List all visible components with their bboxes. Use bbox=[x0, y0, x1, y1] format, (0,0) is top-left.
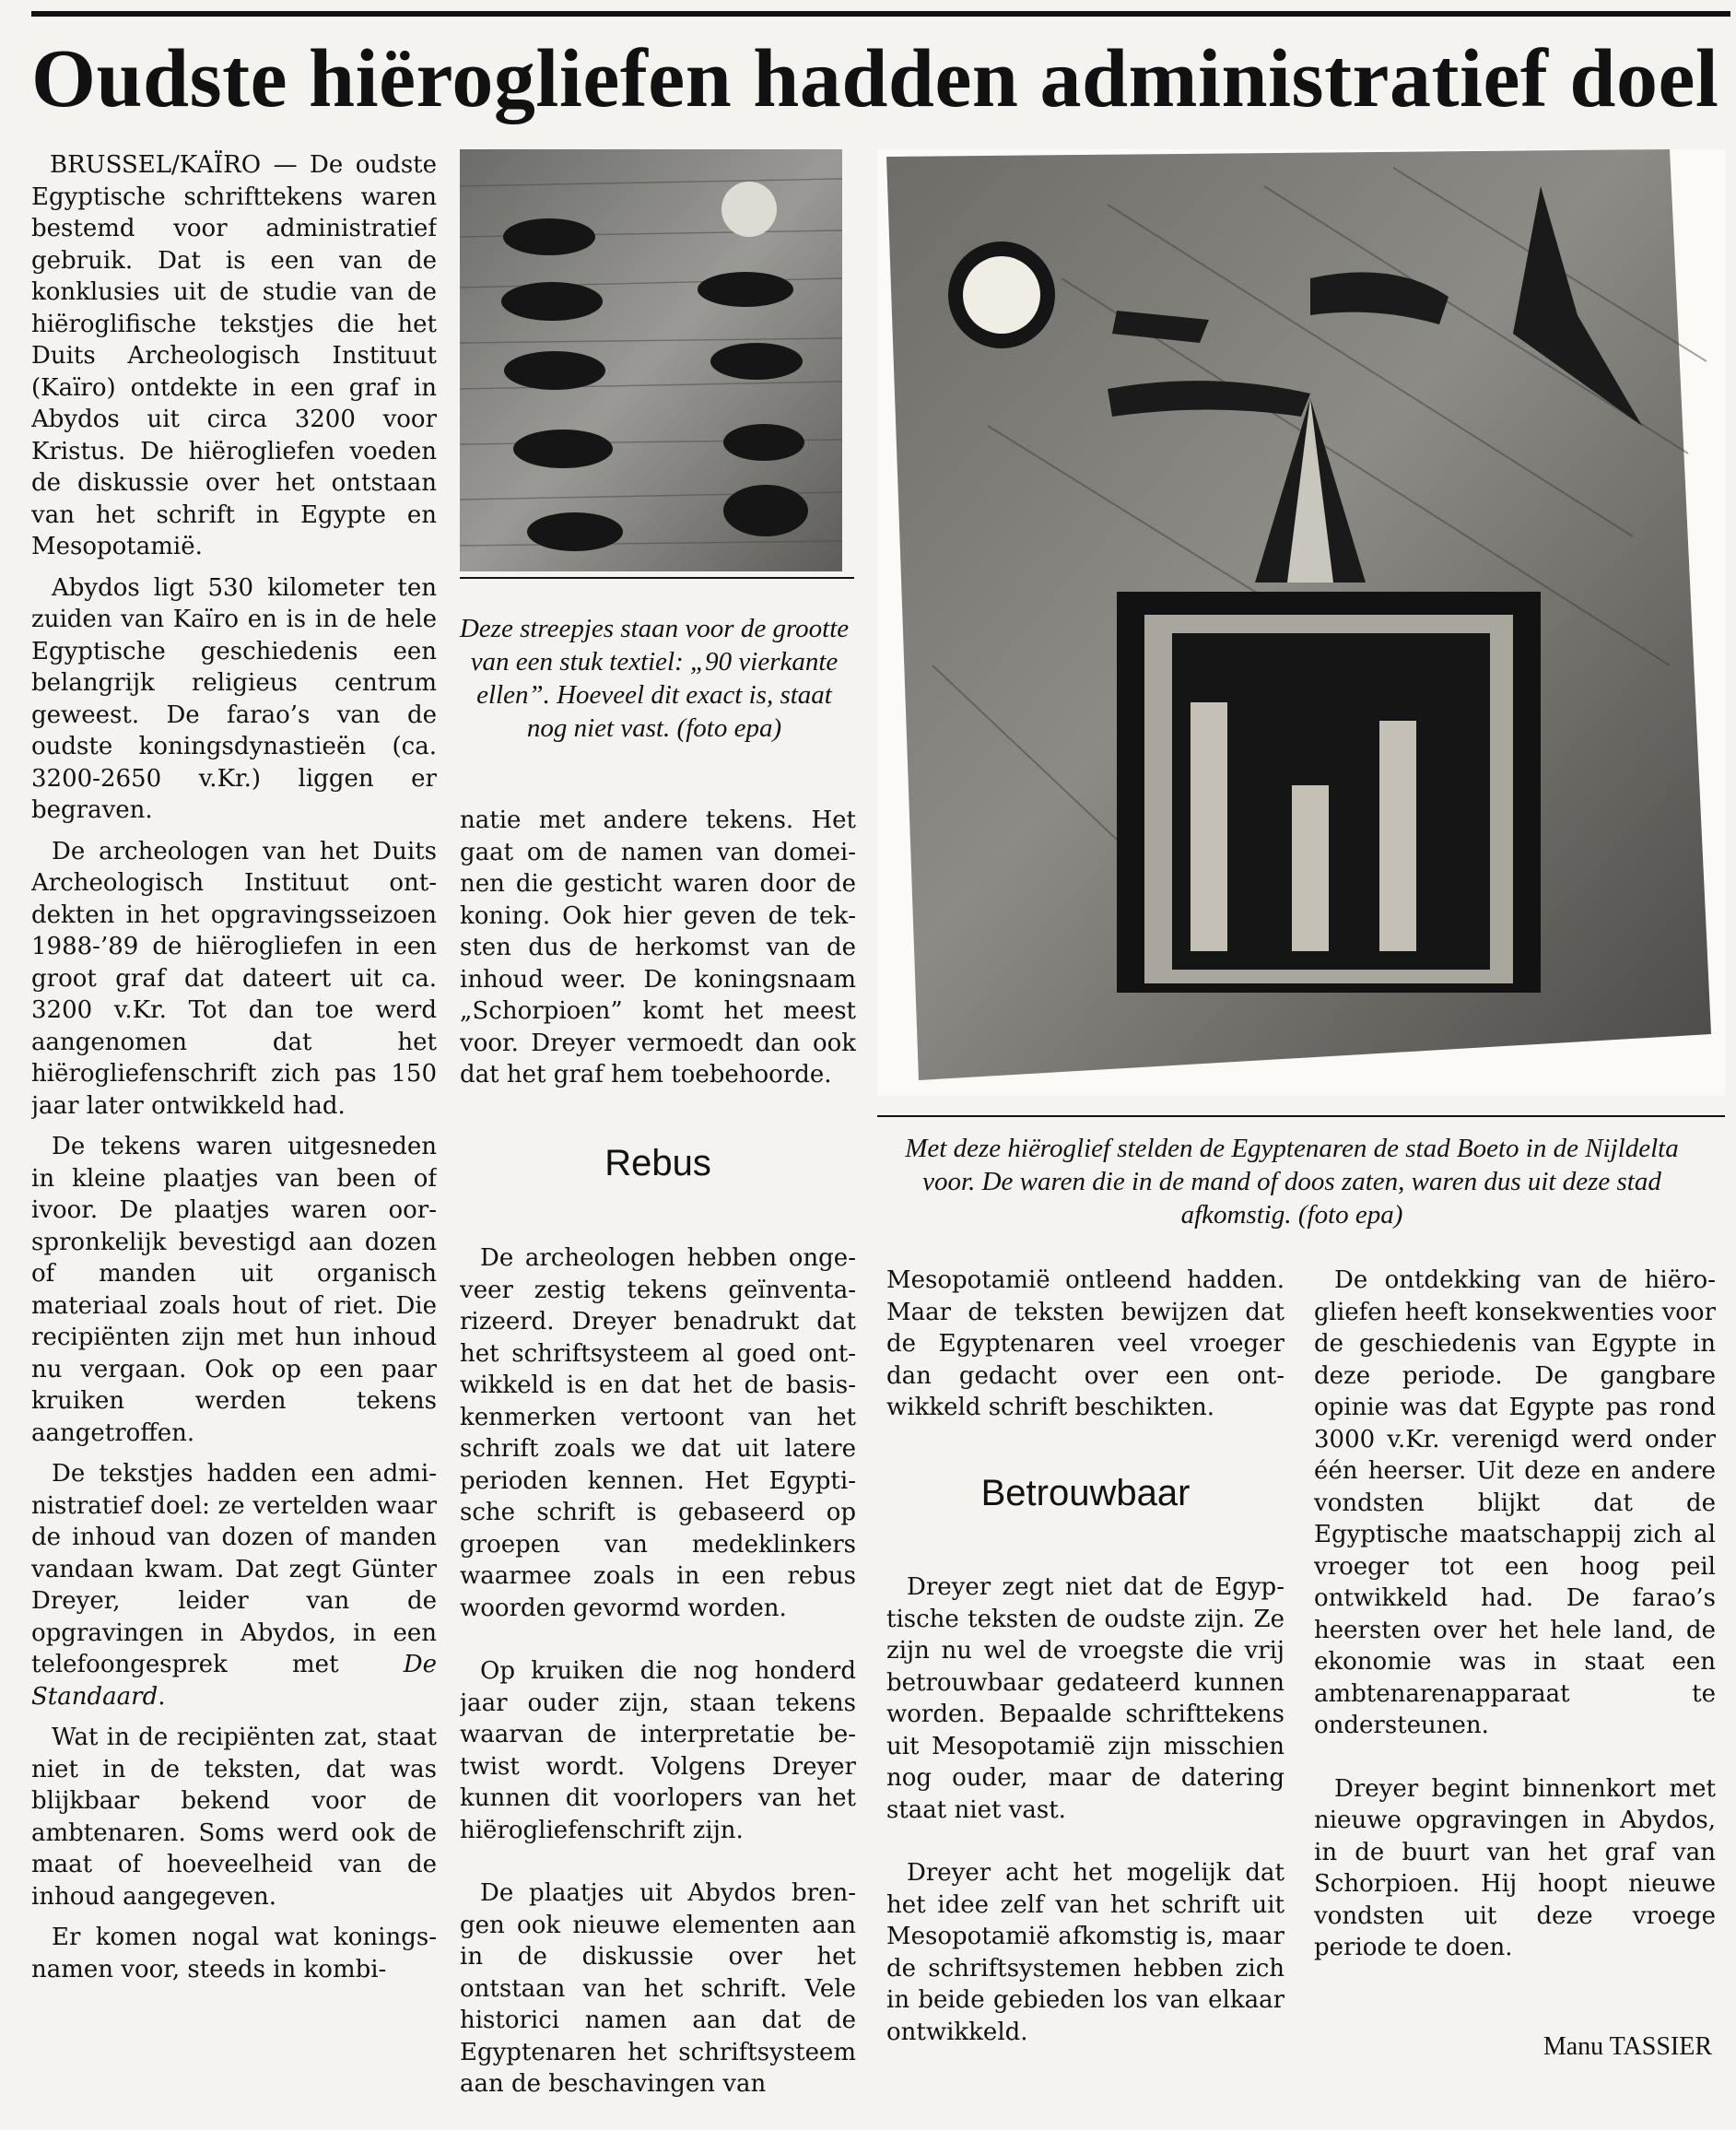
article-column-4 bbox=[1314, 1265, 1716, 2020]
article-column-3-bottom bbox=[886, 1571, 1284, 2124]
photo-small-caption: Deze streepjes staan voor de grootte van een stuk textiel: „90 vierkante ellen”. Hoeveel dit exact is, staat nog niet vast. (foto epa) bbox=[459, 614, 850, 743]
subhead-betrouwbaar: Betrouwbaar bbox=[980, 1473, 1191, 1513]
boeto-hieroglyph-image bbox=[877, 149, 1725, 1096]
text: De tekstjes hadden een administratief doel: ze vertelden waar de inhoud van dozen of manden vandaan kwam. Dat zegt Günter Dreyer, leider van de opgravingen in Abydos, in een telefoongesprek met bbox=[31, 1460, 437, 1678]
paragraph: De ontdekking van de hiërogliefen heeft konsekwenties voor de geschiedenis van Egypte in deze periode. De gangbare opinie was dat Egypte pas rond 3000 v.Kr. verenigd werd onder één heerser. Uit deze en andere vondsten blijkt dat de Egyptische maatschappij zich al vroeger tot een hoog peil ontwikkeld had. De farao’s heersten over het hele land, de ekonomie was in staat een ambtenarenapparaat te ondersteunen. bbox=[1314, 1266, 1716, 1739]
article-column-3-top bbox=[886, 1265, 1284, 1430]
photo-boeto-hieroglyph bbox=[877, 149, 1725, 1096]
photo-large-caption: Met deze hiëroglief stelden de Egyptenaren de stad Boeto in de Nijldelta voor. De waren die in de mand of doos zaten, waren dus uit deze stad afkomstig. (foto epa) bbox=[905, 1134, 1679, 1230]
article-column-2-bottom bbox=[460, 1242, 856, 2127]
subhead-rebus: Rebus bbox=[604, 1143, 711, 1183]
paragraph: Abydos ligt 530 kilometer ten zuiden van Kaïro en is in de hele Egyptische geschiedenis een belangrijk religieus centrum geweest. De farao’s van de oudste koningsdynastieën (ca. 3200-2650 v.Kr.) liggen er begraven. bbox=[31, 573, 437, 824]
paragraph: De plaatjes uit Abydos brengen ook nieuwe elementen aan in de diskussie over het ontstaan van het schrift. Vele historici namen aan dat de Egyptenaren het schriftsysteem aan de beschavingen van bbox=[460, 1879, 856, 2098]
article-column-1 bbox=[31, 149, 437, 2122]
paragraph bbox=[31, 1458, 437, 1712]
byline: Manu TASSIER bbox=[1542, 2032, 1712, 2061]
paragraph: Dreyer zegt niet dat de Egyptische teksten de oudste zijn. Ze zijn nu wel de vroegste die vrij betrouwbaar gedateerd kunnen worden. Bepaalde schrifttekens uit Mesopotamië zijn misschien nog ouder, maar de datering staat niet vast. bbox=[886, 1573, 1284, 1824]
paragraph: Op kruiken die nog honderd jaar ouder zijn, staan tekens waarvan de interpretatie betwist wordt. Volgens Dreyer kunnen dit voorlopers van het hiërogliefenschrift zijn. bbox=[460, 1657, 856, 1844]
paragraph: Wat in de recipiënten zat, staat niet in de teksten, dat was blijkbaar bekend voor de ambtenaren. Soms werd ook de maat of hoeveelheid van de inhoud aangegeven. bbox=[31, 1724, 437, 1911]
paragraph: De archeologen van het Duits Archeologisch Instituut ontdekten in het opgravingsseizoen 1988-’89 de hiërogliefen in een groot graf dat dateert uit ca. 3200 v.Kr. Tot dan toe werd aangenomen dat het hiërogliefenschrift zich pas 150 jaar later ontwikkeld had. bbox=[31, 837, 437, 1120]
paragraph: Er komen nogal wat koningsnamen voor, steeds in kombi- bbox=[31, 1924, 437, 1983]
paragraph-dateline: BRUSSEL/KAÏRO — De oudste Egyptische schrifttekens waren bestemd voor administratief gebruik. Dat is een van de konklusies uit de studie van de hiëroglifische tekstjes die het Duits Archeologisch Instituut (Kaïro) ontdekte in een graf in Abydos uit circa 3200 voor Kristus. De hiërogliefen voeden de diskussie over het ontstaan van het schrift in Egypte en Mesopotamië. bbox=[31, 151, 437, 560]
paragraph: De tekens waren uitgesneden in kleine plaatjes van been of ivoor. De plaatjes waren oorspronkelijk bevestigd aan dozen of manden uit organisch materiaal zoals hout of riet. Die recipiënten zijn met hun inhoud nu vergaan. Ook op een paar kruiken werden tekens aangetroffen. bbox=[31, 1133, 437, 1447]
text: . bbox=[158, 1682, 166, 1711]
paragraph: Mesopotamië ontleend hadden. Maar de teksten bewijzen dat de Egyptenaren veel vroeger dan gedacht over een ontwikkeld schrift beschikten. bbox=[886, 1266, 1284, 1421]
headline: Oudste hiërogliefen hadden administratief doel bbox=[31, 33, 1719, 124]
top-rule bbox=[31, 11, 1730, 17]
caption-rule bbox=[460, 577, 854, 579]
paragraph: De archeologen hebben ongeveer zestig tekens geïnventarizeerd. Dreyer benadrukt dat het schriftsysteem al goed ontwikkeld is en dat het de basiskenmerken vertoont van het schrift zoals we dat uit latere perioden kennen. Het Egyptische schrift is gebaseerd op groepen van medeklinkers waarmee zoals in een rebus woorden gevormd worden. bbox=[460, 1244, 856, 1622]
paragraph: Dreyer begint binnenkort met nieuwe opgravingen in Abydos, in de buurt van het graf van Schorpioen. Hij hoopt nieuwe vondsten uit deze vroege periode te doen. bbox=[1314, 1774, 1716, 1961]
newspaper-name: De Standaard bbox=[31, 1651, 437, 1711]
tally-marks-image bbox=[460, 149, 842, 571]
caption-rule-large bbox=[877, 1115, 1725, 1117]
article-column-2-top bbox=[460, 805, 856, 1100]
paragraph: Dreyer acht het mogelijk dat het idee zelf van het schrift uit Mesopotamië afkomstig is, maar de schriftsystemen hebben zich in beide gebieden los van elkaar ontwikkeld. bbox=[886, 1859, 1284, 2046]
photo-tally-marks bbox=[460, 149, 842, 571]
paragraph: natie met andere tekens. Het gaat om de namen van domeinen die gesticht waren door de koning. Ook hier geven de teksten dus de herkomst van de inhoud weer. De koningsnaam „Schorpioen” komt het meest voor. Dreyer vermoedt dan ook dat het graf hem toebehoorde. bbox=[460, 806, 856, 1089]
